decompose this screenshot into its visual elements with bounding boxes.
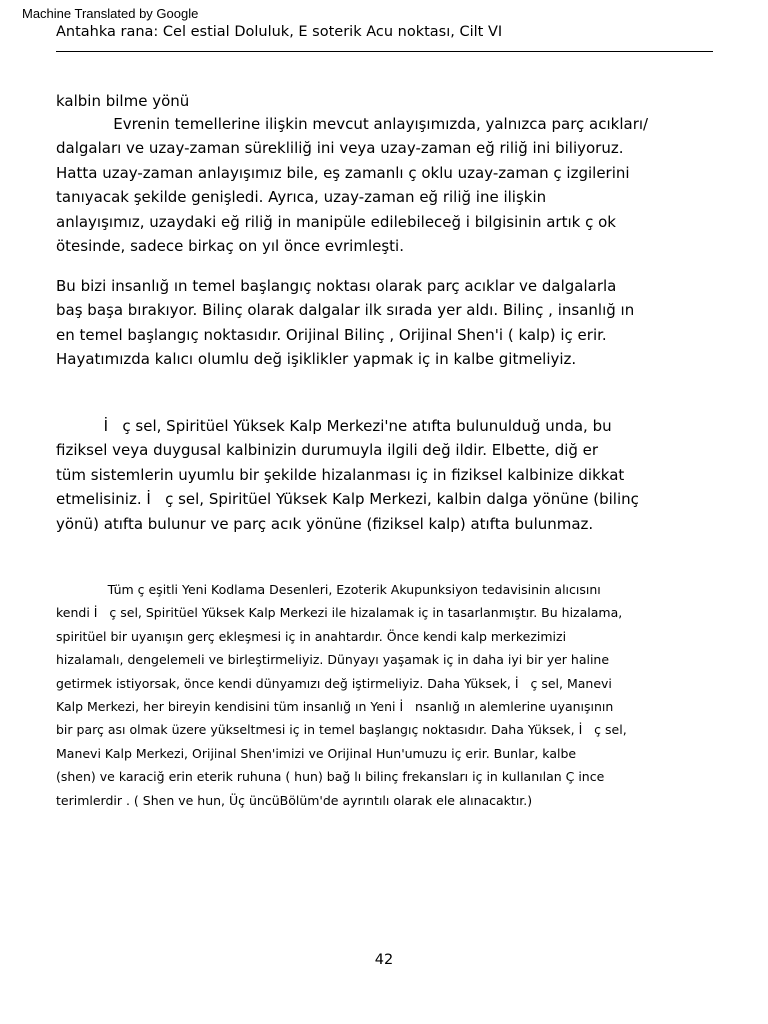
running-header-title: Antahka rana: Cel estial Doluluk, E soterik Acu noktası, Cilt VI [56,24,503,40]
paragraph-line: en temel başlangıç noktasıdır. Orijinal Bilinç , Orijinal Shen'i ( kalp) iç erir. [56,325,607,344]
paragraph-line: Tüm ç eşitli Yeni Kodlama Desenleri, Ezoterik Akupunksiyon tedavisinin alıcısını [56,582,601,597]
paragraph-line: yönü) atıfta bulunur ve parç acık yönüne (fiziksel kalp) atıfta bulunmaz. [56,514,594,533]
paragraph-line: tüm sistemlerin uyumlu bir şekilde hizalanması iç in fiziksel kalbinize dikkat [56,465,625,484]
paragraph-line: bir parç ası olmak üzere yükseltmesi iç in temel başlangıç noktasıdır. Daha Yüksek, İ ç sel, [56,722,627,738]
paragraph-4 [56,578,627,812]
paragraph-line: Evrenin temellerine ilişkin mevcut anlayışımızda, yalnızca parç acıkları/ [56,115,649,133]
paragraph-line: İ ç sel, Spiritüel Yüksek Kalp Merkezi'ne atıfta bulunulduğ unda, bu [56,417,612,435]
paragraph-line: kendi İ ç sel, Spiritüel Yüksek Kalp Merkezi ile hizalamak iç in tasarlanmıştır. Bu hizalama, [56,605,623,621]
paragraph-2 [56,274,634,372]
header-divider [56,51,713,52]
paragraph-line: fiziksel veya duygusal kalbinizin durumuyla ilgili değ ildir. Elbette, diğ er [56,441,599,460]
section-heading: kalbin bilme yönü [56,92,190,110]
paragraph-line: getirmek istiyorsak, önce kendi dünyamızı değ iştirmeliyiz. Daha Yüksek, İ ç sel, Manevi [56,675,612,691]
paragraph-line: Bu bizi insanlığ ın temel başlangıç noktası olarak parç acıklar ve dalgalarla [56,277,617,295]
paragraph-line: hizalamalı, dengelemeli ve birleştirmeliyiz. Dünyayı yaşamak iç in daha iyi bir yer haline [56,652,610,668]
paragraph-line: terimlerdir . ( Shen ve hun, Üç üncüBölüm'de ayrıntılı olarak ele alınacaktır.) [56,792,533,808]
paragraph-line: (shen) ve karaciğ erin eterik ruhuna ( hun) bağ lı bilinç frekansları iç in kullanılan Ç ince [56,769,605,785]
paragraph-line: Manevi Kalp Merkezi, Orijinal Shen'imizi ve Orijinal Hun'umuzu iç erir. Bunlar, kalbe [56,745,577,761]
paragraph-line: ötesinde, sadece birkaç on yıl önce evrimleşti. [56,237,404,256]
paragraph-line: etmelisiniz. İ ç sel, Spiritüel Yüksek Kalp Merkezi, kalbin dalga yönüne (bilinç [56,490,639,509]
paragraph-3 [56,414,639,536]
paragraph-line: spiritüel bir uyanışın gerç ekleşmesi iç in anahtardır. Önce kendi kalp merkezimizi [56,628,567,644]
paragraph-line: baş başa bırakıyor. Bilinç olarak dalgalar ilk sırada yer aldı. Bilinç , insanlığ ın [56,301,635,320]
paragraph-line: Kalp Merkezi, her bireyin kendisini tüm insanlığ ın Yeni İ nsanlığ ın alemlerine uyanışının [56,699,614,715]
machine-translation-banner: Machine Translated by Google [22,6,199,21]
paragraph-line: Hayatımızda kalıcı olumlu değ işiklikler yapmak iç in kalbe gitmeliyiz. [56,350,577,369]
paragraph-line: tanıyacak şekilde genişledi. Ayrıca, uzay-zaman eğ riliğ ine ilişkin [56,188,547,207]
paragraph-line: dalgaları ve uzay-zaman sürekliliğ ini veya uzay-zaman eğ riliğ ini biliyoruz. [56,139,624,158]
paragraph-line: Hatta uzay-zaman anlayışımız bile, eş zamanlı ç oklu uzay-zaman ç izgilerini [56,163,630,182]
paragraph-1 [56,112,648,258]
paragraph-line: anlayışımız, uzaydaki eğ riliğ in manipüle edilebileceğ i bilgisinin artık ç ok [56,212,616,231]
page-number: 42 [374,952,394,968]
